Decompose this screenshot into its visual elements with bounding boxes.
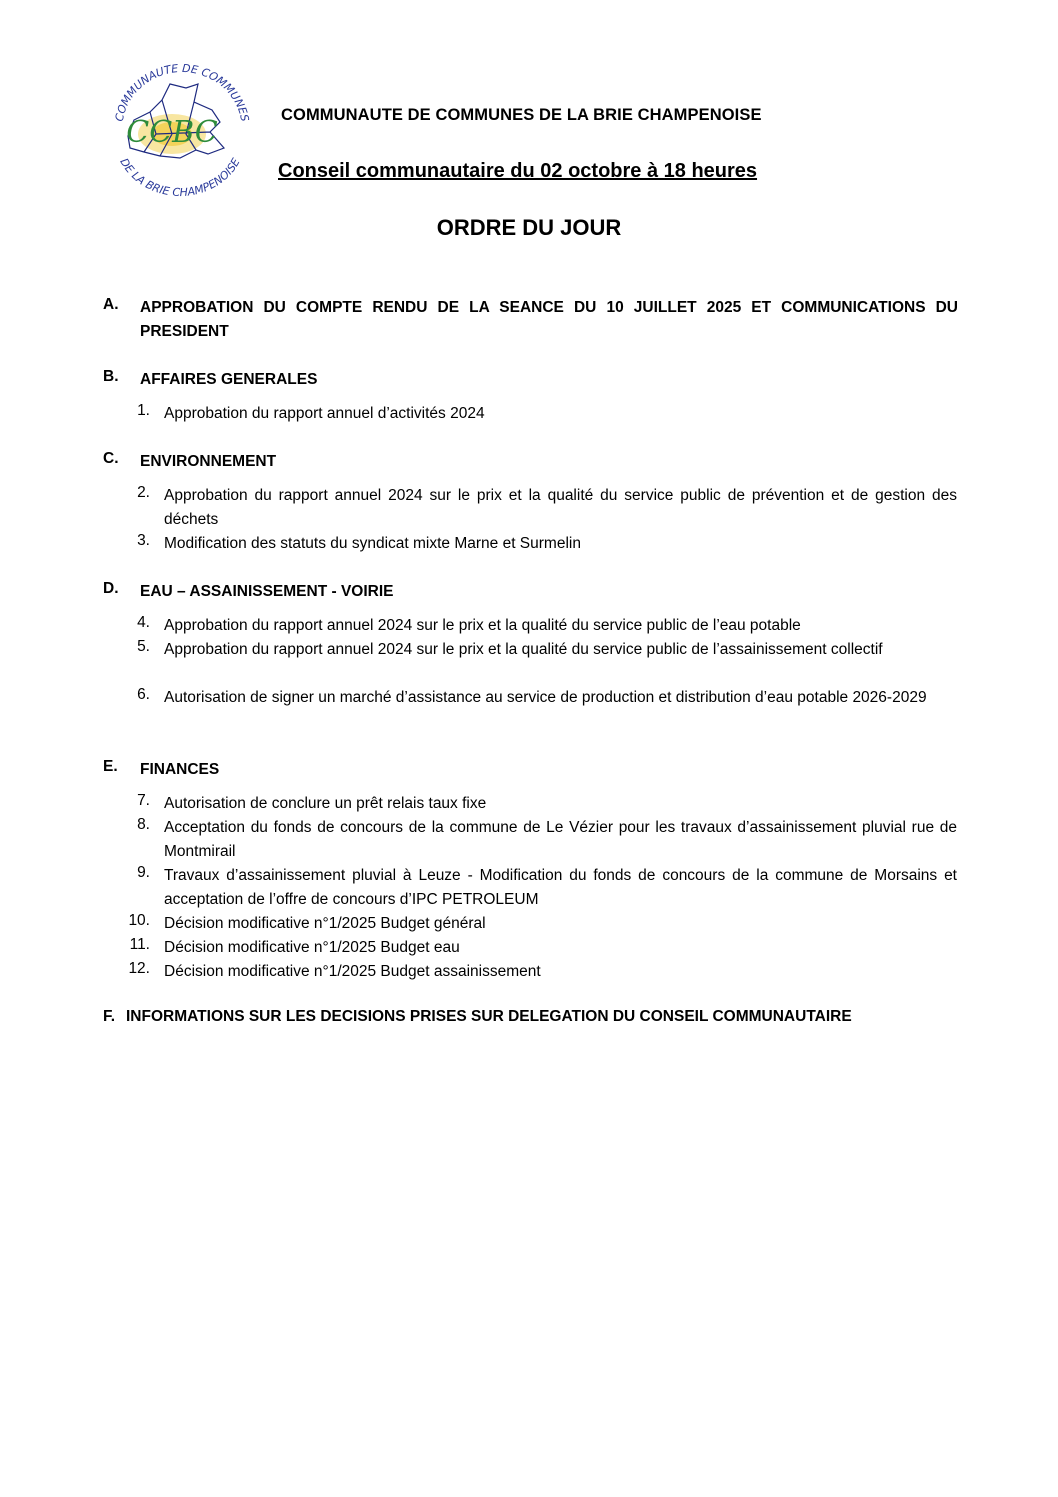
section-letter: A. [103, 296, 119, 313]
item-text: Approbation du rapport annuel 2024 sur le prix et la qualité du service public de l’assainissement collectif [164, 641, 883, 658]
item-text: Décision modificative n°1/2025 Budget général [164, 915, 486, 932]
item-number: 10. [128, 912, 150, 929]
section-title: APPROBATION DU COMPTE RENDU DE LA SEANCE DU 10 JUILLET 2025 ET COMMUNICATIONS DU PRESIDENT [140, 299, 958, 340]
item-text: Décision modificative n°1/2025 Budget assainissement [164, 963, 541, 980]
item-text: Approbation du rapport annuel 2024 sur le prix et la qualité du service public de l’eau potable [164, 617, 801, 634]
item-text: Modification des statuts du syndicat mixte Marne et Surmelin [164, 535, 581, 552]
item-number: 9. [137, 864, 150, 881]
item-number: 6. [137, 686, 150, 703]
ccbc-logo [100, 50, 260, 202]
section-title: AFFAIRES GENERALES [140, 371, 318, 388]
item-text: Approbation du rapport annuel d’activités 2024 [164, 405, 485, 422]
agenda-title: ORDRE DU JOUR [436, 215, 622, 240]
item-number: 4. [137, 614, 150, 631]
item-text: Autorisation de signer un marché d’assistance au service de production et distribution d’eau potable 2026-2029 [164, 689, 927, 706]
meeting-title: Conseil communautaire du 02 octobre à 18 heures [278, 160, 758, 182]
item-number: 3. [137, 532, 150, 549]
section-title: INFORMATIONS SUR LES DECISIONS PRISES SUR DELEGATION DU CONSEIL COMMUNAUTAIRE [126, 1008, 852, 1025]
item-text: Décision modificative n°1/2025 Budget eau [164, 939, 460, 956]
section-title: FINANCES [140, 761, 220, 778]
item-number: 1. [137, 402, 150, 419]
item-number: 7. [137, 792, 150, 809]
section-letter: E. [103, 758, 118, 775]
section-title: ENVIRONNEMENT [140, 453, 277, 470]
item-number: 5. [137, 638, 150, 655]
section-letter: C. [103, 450, 119, 467]
item-text: Autorisation de conclure un prêt relais taux fixe [164, 795, 487, 812]
section-letter: F. [103, 1008, 116, 1025]
logo-graphic [100, 50, 260, 202]
organization-name: COMMUNAUTE DE COMMUNES DE LA BRIE CHAMPENOISE [281, 106, 762, 124]
logo-ring-top: COMMUNAUTE DE COMMUNES [112, 61, 252, 123]
item-text: Travaux d’assainissement pluvial à Leuze - Modification du fonds de concours de la commune de Morsains et acceptation de l’offre de concours d’IPC PETROLEUM [164, 867, 957, 908]
item-number: 2. [137, 484, 150, 501]
item-number: 12. [128, 960, 150, 977]
item-number: 8. [137, 816, 150, 833]
item-text: Acceptation du fonds de concours de la commune de Le Vézier pour les travaux d’assainissement pluvial rue de Montmirail [164, 819, 957, 860]
section-title: EAU – ASSAINISSEMENT - VOIRIE [140, 583, 394, 600]
logo-initials: CCBC [126, 115, 218, 150]
section-letter: D. [103, 580, 119, 597]
item-text: Approbation du rapport annuel 2024 sur le prix et la qualité du service public de prévention et de gestion des déchets [164, 487, 957, 528]
logo-ring-bottom: DE LA BRIE CHAMPENOISE [117, 155, 243, 200]
section-letter: B. [103, 368, 119, 385]
item-number: 11. [129, 936, 150, 953]
